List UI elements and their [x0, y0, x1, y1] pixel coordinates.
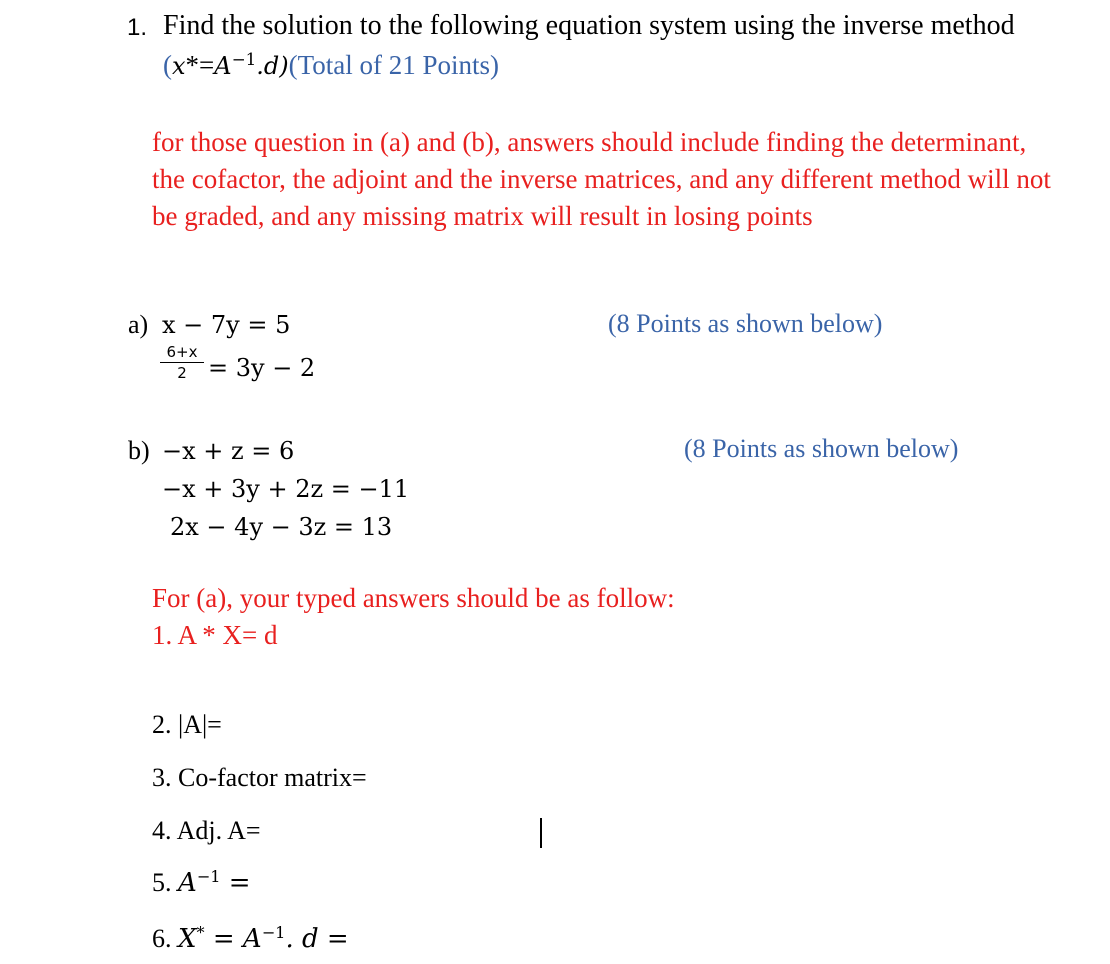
part-b-label: b): [128, 436, 150, 465]
question-number: 1.: [127, 14, 148, 41]
typed-answers-intro: For (a), your typed answers should be as follow:: [152, 583, 675, 613]
step-6-X: X: [178, 924, 197, 954]
step-5-exponent: −1: [196, 867, 221, 887]
part-a-label: a): [128, 310, 149, 339]
text-cursor: [540, 818, 542, 848]
answer-step-1: 1. A * X= d: [152, 620, 278, 650]
part-a-points: (8 Points as shown below): [608, 309, 883, 338]
question-title: Find the solution to the following equation system using the inverse method: [163, 10, 1015, 41]
formula-inverse-exponent: −1: [231, 48, 257, 69]
step-5-equals: =: [220, 868, 251, 898]
points-total: (Total of 21 Points): [288, 50, 500, 80]
step-6-end: . d =: [285, 924, 349, 954]
part-a-equation-1: x − 7y = 5: [162, 311, 291, 339]
step-6-exponent: −1: [261, 923, 286, 943]
fraction-numerator: 6+x: [166, 343, 198, 361]
step-5-prefix: 5.: [152, 868, 178, 897]
step-5-A: A: [178, 868, 197, 898]
part-b-equation-2: −x + 3y + 2z = −11: [162, 475, 410, 503]
step-6-prefix: 6.: [152, 924, 178, 953]
answer-step-2: 2. |A|=: [152, 710, 222, 739]
part-a-equation-2: = 3y − 2: [208, 354, 316, 382]
answer-step-4: 4. Adj. A=: [152, 816, 261, 845]
part-b-points: (8 Points as shown below): [684, 434, 959, 463]
formula-star-equals: *=: [185, 50, 215, 80]
step-6-equals: =: [204, 924, 243, 954]
formula-open-paren: (: [163, 50, 172, 80]
fraction-denominator: 2: [177, 364, 187, 382]
answer-step-5: [152, 868, 251, 898]
step-6-star: *: [196, 923, 205, 943]
instructions-text: for those question in (a) and (b), answers should include finding the determinant, the cofactor, the adjoint and the inverse matrices, and any different method will not be graded, and any missing matrix will result in losing points: [152, 127, 1051, 231]
part-b-equation-3: 2x − 4y − 3z = 13: [170, 513, 393, 541]
part-b-equation-1: −x + z = 6: [162, 437, 295, 465]
answer-step-3: 3. Co-factor matrix=: [152, 763, 367, 792]
answer-step-6: [152, 924, 349, 954]
fraction-bar: [160, 362, 204, 363]
question-formula-line: [163, 50, 499, 81]
formula-x: x: [172, 52, 186, 80]
formula-A: A: [214, 52, 232, 80]
formula-dot-d: .d): [256, 52, 289, 80]
part-a-fraction: [158, 343, 206, 382]
step-6-A: A: [242, 924, 262, 954]
